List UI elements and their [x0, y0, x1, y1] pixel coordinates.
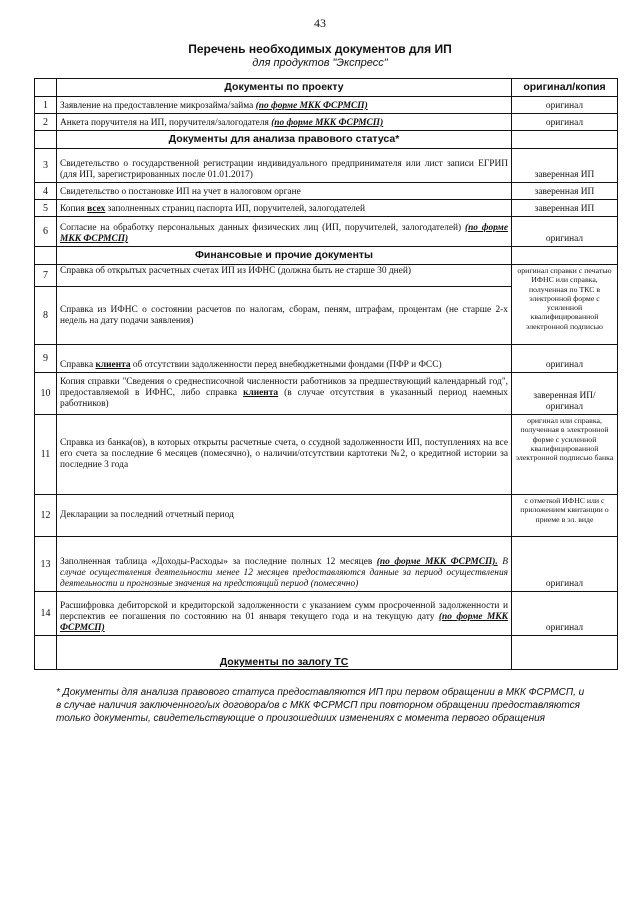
section-row-legal — [35, 131, 618, 149]
row-document: Заполненная таблица «Доходы-Расходы» за последние полных 12 месяцев (по форме МКК ФСРМСП). В случае осуществления деятельности менее 12 месяцев предоставляются данные за период осуществления деятельности и прогнозные значения на предстоящий период (помесячно) — [57, 537, 512, 592]
row-original: оригинал — [512, 114, 618, 131]
section-row-pledge — [35, 636, 618, 670]
row-document: Справка из ИФНС о состоянии расчетов по налогам, сборам, пеням, штрафам, процентам (не старше 2-х недель на дату подачи заявления) — [57, 287, 512, 345]
table-row — [35, 97, 618, 114]
section-finance-title: Финансовые и прочие документы — [57, 247, 512, 265]
row-original: оригинал справки с печатью ИФНС или справка, полученная по ТКС в электронной форме с усиленной квалифицированной электронной подписью — [512, 265, 618, 345]
section-row-finance — [35, 247, 618, 265]
row-document: Заявление на предоставление микрозайма/займа (по форме МКК ФСРМСП) — [57, 97, 512, 114]
table-row — [35, 217, 618, 247]
row-original: оригинал — [512, 537, 618, 592]
section-pledge-title: Документы по залогу ТС — [57, 636, 512, 670]
header-num-cell — [35, 79, 57, 97]
table-row — [35, 149, 618, 183]
table-row — [35, 592, 618, 636]
row-document: Декларации за последний отчетный период — [57, 495, 512, 537]
table-row — [35, 537, 618, 592]
table-row — [35, 345, 618, 373]
table-row — [35, 495, 618, 537]
row-document: Справка из банка(ов), в которых открыты расчетные счета, о ссудной задолженности ИП, поступлениях на все его счета за последние 6 месяцев (помесячно), о наличии/отсутствии картотеки №2, о кредитной истории за последние 3 года — [57, 415, 512, 495]
row-document: Копия справки "Сведения о среднесписочной численности работников за предшествующий календарный год", предоставляемой в ИФНС, либо справка клиента (в случае отсутствия в указанный период наемных работников) — [57, 373, 512, 415]
row-document: Копия всех заполненных страниц паспорта ИП, поручителей, залогодателей — [57, 200, 512, 217]
row-number: 11 — [35, 415, 57, 495]
row-original: оригинал или справка, полученная в электронной форме с усиленной квалифицированной электронной подписью банка — [512, 415, 618, 495]
row-original: оригинал — [512, 217, 618, 247]
row-original: заверенная ИП — [512, 200, 618, 217]
page-number: 43 — [314, 16, 326, 30]
row-number: 7 — [35, 265, 57, 287]
row-original: оригинал — [512, 97, 618, 114]
table-row — [35, 114, 618, 131]
row-original: заверенная ИП — [512, 149, 618, 183]
row-document: Анкета поручителя на ИП, поручителя/залогодателя (по форме МКК ФСРМСП) — [57, 114, 512, 131]
documents-table — [34, 78, 618, 670]
row-number: 8 — [35, 287, 57, 345]
row-document: Согласие на обработку персональных данных физических лиц (ИП, поручителей, залогодателей) (по форме МКК ФСРМСП) — [57, 217, 512, 247]
row-number: 4 — [35, 183, 57, 200]
table-header-row — [35, 79, 618, 97]
row-number: 9 — [35, 345, 57, 373]
header-docs: Документы по проекту — [57, 79, 512, 97]
header-orig: оригинал/копия — [512, 79, 618, 97]
row-number: 13 — [35, 537, 57, 592]
row-number: 10 — [35, 373, 57, 415]
table-row — [35, 265, 618, 287]
row-number: 1 — [35, 97, 57, 114]
row-number: 5 — [35, 200, 57, 217]
row-number: 3 — [35, 149, 57, 183]
row-original: заверенная ИП — [512, 183, 618, 200]
table-row — [35, 415, 618, 495]
row-number: 2 — [35, 114, 57, 131]
table-row — [35, 373, 618, 415]
page-title: Перечень необходимых документов для ИП — [188, 42, 452, 56]
row-document: Свидетельство о государственной регистрации индивидуального предпринимателя или лист записи ЕГРИП (для ИП, зарегистрированных после 01.01.2017) — [57, 149, 512, 183]
row-original: оригинал — [512, 592, 618, 636]
row-document: Справка об открытых расчетных счетах ИП из ИФНС (должна быть не старше 30 дней) — [57, 265, 512, 287]
row-document: Справка клиента об отсутствии задолженности перед внебюджетными фондами (ПФР и ФСС) — [57, 345, 512, 373]
row-number: 12 — [35, 495, 57, 537]
row-document: Свидетельство о постановке ИП на учет в налоговом органе — [57, 183, 512, 200]
row-number: 6 — [35, 217, 57, 247]
row-original: оригинал — [512, 345, 618, 373]
row-number: 14 — [35, 592, 57, 636]
table-row — [35, 200, 618, 217]
row-document: Расшифровка дебиторской и кредиторской задолженности с указанием сумм просроченной задолженности и перспектив ее погашения по состоянию на 01 января текущего года и на текущую дату (по форме МКК ФСРМСП) — [57, 592, 512, 636]
row-original: заверенная ИП/ оригинал — [512, 373, 618, 415]
row-original: с отметкой ИФНС или с приложением квитанции о приеме в эл. виде — [512, 495, 618, 537]
footnote: * Документы для анализа правового статуса предоставляются ИП при первом обращении в МКК ФСРМСП, и в случае наличия заключенного/ых договора/ов с МКК ФСРМСП при повторном обращении предоставляются только документы, свидетельствующие о произошедших изменениях с момента первого обращения — [56, 687, 585, 724]
section-legal-title: Документы для анализа правового статуса* — [57, 131, 512, 149]
page-subtitle: для продуктов "Экспресс" — [252, 57, 388, 69]
table-row — [35, 183, 618, 200]
